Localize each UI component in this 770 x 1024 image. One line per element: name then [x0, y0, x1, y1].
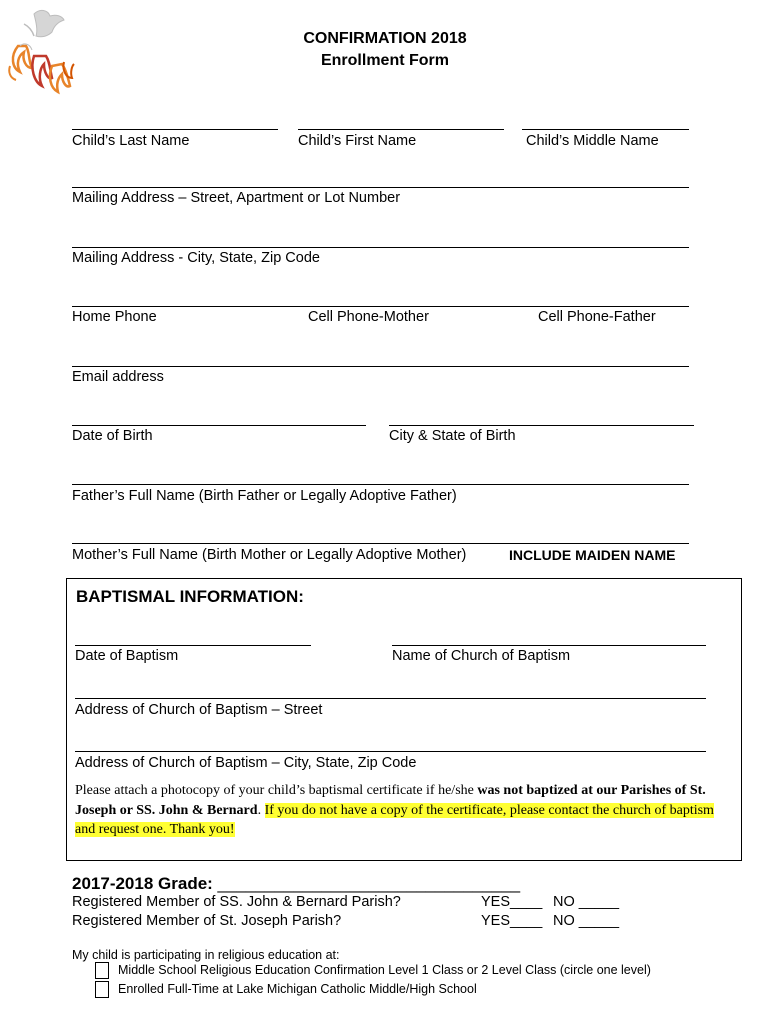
email-label: Email address [72, 369, 164, 385]
question-sjb: Registered Member of SS. John & Bernard Parish? [72, 894, 401, 910]
phone-field[interactable] [72, 306, 689, 307]
form-subtitle: Enrollment Form [320, 52, 449, 69]
cell-mother-label: Cell Phone-Mother [308, 309, 429, 325]
grade-field[interactable]: ________________________________ [217, 874, 521, 893]
note-text: Please attach a photocopy of your child’s baptismal certificate if he/she [75, 783, 478, 798]
email-field[interactable] [72, 366, 689, 367]
grade-label-text: 2017-2018 Grade: [72, 874, 218, 893]
note-period: . [257, 802, 265, 818]
first-name-label: Child’s First Name [298, 133, 417, 149]
mailing-city-field[interactable] [72, 247, 689, 248]
church-street-label: Address of Church of Baptism – Street [75, 702, 323, 718]
baptism-date-label: Date of Baptism [75, 648, 179, 664]
dob-label: Date of Birth [72, 428, 153, 444]
mailing-city-label: Mailing Address - City, State, Zip Code [72, 250, 320, 266]
father-name-field[interactable] [72, 484, 689, 485]
form-title: CONFIRMATION 2018 [303, 30, 467, 47]
question-sj: Registered Member of St. Joseph Parish? [72, 913, 342, 929]
birth-place-field[interactable] [389, 425, 694, 426]
birth-place-label: City & State of Birth [389, 428, 516, 444]
middle-name-label: Child’s Middle Name [526, 133, 659, 149]
option1-checkbox[interactable] [95, 962, 109, 979]
middle-name-field[interactable] [522, 129, 689, 130]
question-sj-yes[interactable]: YES____ [481, 913, 543, 929]
mailing-street-field[interactable] [72, 187, 689, 188]
option2-checkbox[interactable] [95, 981, 109, 998]
grade-label [72, 875, 520, 892]
mother-name-label: Mother’s Full Name (Birth Mother or Legally Adoptive Mother) [72, 547, 467, 563]
question-sjb-no[interactable]: NO _____ [553, 894, 620, 910]
father-name-label: Father’s Full Name (Birth Father or Legally Adoptive Father) [72, 488, 457, 504]
mother-name-field[interactable] [72, 543, 689, 544]
cell-father-label: Cell Phone-Father [538, 309, 656, 325]
participation-intro: My child is participating in religious education at: [72, 948, 340, 962]
maiden-name-note: INCLUDE MAIDEN NAME [509, 547, 676, 563]
baptism-church-label: Name of Church of Baptism [392, 648, 571, 664]
last-name-field[interactable] [72, 129, 278, 130]
mailing-street-label: Mailing Address – Street, Apartment or Lot Number [72, 190, 401, 206]
first-name-field[interactable] [298, 129, 504, 130]
baptism-certificate-note [75, 781, 725, 840]
question-sjb-yes[interactable]: YES____ [481, 894, 543, 910]
church-city-field[interactable] [75, 751, 706, 752]
note-bold-text: was not baptized at our Parishes of St. Joseph or SS. John & Bernard [75, 783, 706, 818]
question-sj-no[interactable]: NO _____ [553, 913, 620, 929]
baptism-date-field[interactable] [75, 645, 311, 646]
church-city-label: Address of Church of Baptism – City, State, Zip Code [75, 755, 417, 771]
home-phone-label: Home Phone [72, 309, 157, 325]
option2-label: Enrolled Full-Time at Lake Michigan Catholic Middle/High School [118, 982, 477, 996]
option1-label: Middle School Religious Education Confirmation Level 1 Class or 2 Level Class (circle one level) [118, 963, 651, 977]
note-highlight-text: If you do not have a copy of the certificate, please contact the church of baptism and request one. Thank you! [75, 802, 714, 837]
dob-field[interactable] [72, 425, 366, 426]
baptismal-heading: BAPTISMAL INFORMATION: [76, 587, 304, 606]
last-name-label: Child’s Last Name [72, 133, 190, 149]
baptism-church-field[interactable] [392, 645, 706, 646]
church-street-field[interactable] [75, 698, 706, 699]
